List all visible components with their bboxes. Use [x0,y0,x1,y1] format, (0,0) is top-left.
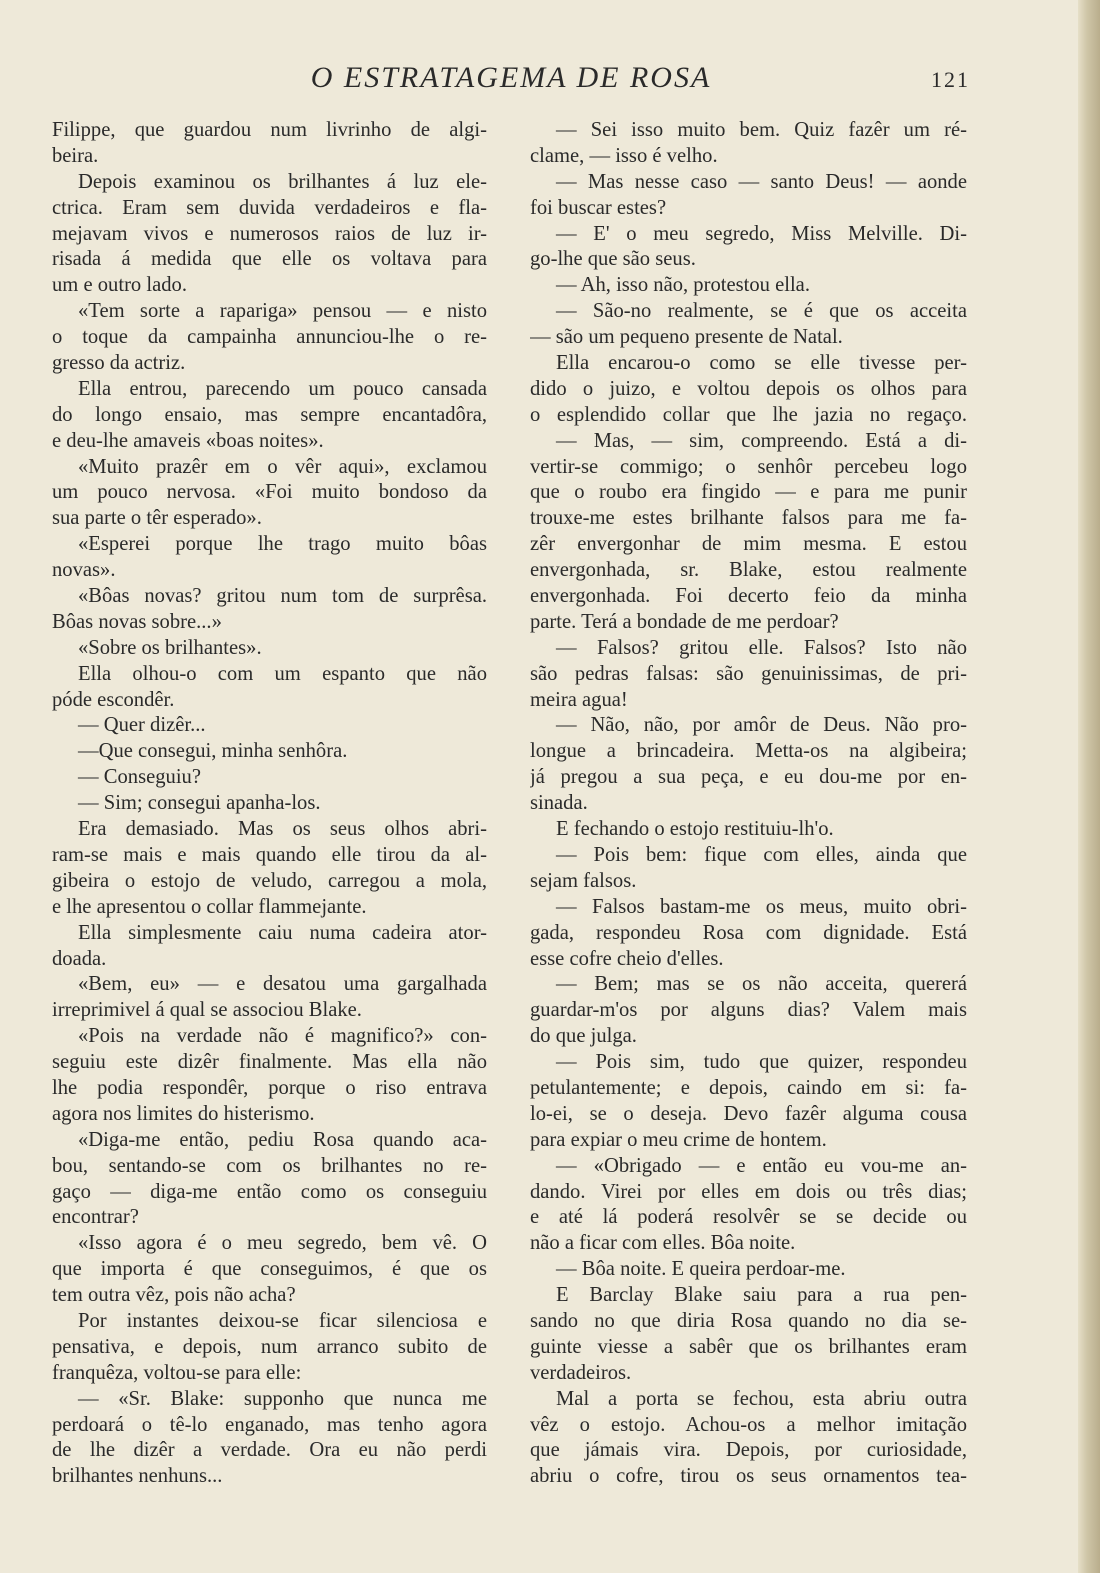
text-line: «Diga-me então, pediu Rosa quando aca- [78,1128,487,1151]
text-line: Era demasiado. Mas os seus olhos abri- [78,818,487,841]
text-line: — Conseguiu? [78,766,201,789]
text-line: dido o juizo, e voltou depois os olhos para [530,377,967,400]
text-line: são pedras falsas: são genuinissimas, de pri- [530,662,967,685]
text-line: pensativa, e depois, num arranco subito de [52,1335,487,1358]
text-line: petulantemente; e depois, caindo em si: fa- [530,1076,967,1099]
text-line: «Bem, eu» — e desatou uma gargalhada [78,973,487,996]
text-line: sando no que diria Rosa quando no dia se- [530,1309,967,1332]
text-line: já pregou a sua peça, e eu dou-me por en- [530,766,967,789]
text-line: para expiar o meu crime de hontem. [530,1128,827,1151]
text-line: foi buscar estes? [530,196,667,219]
text-line: um e outro lado. [52,274,187,297]
text-line: — Ah, isso não, protestou ella. [556,274,810,297]
text-line: agora nos limites do histerismo. [52,1102,315,1125]
text-line: Por instantes deixou-se ficar silenciosa e [78,1309,487,1332]
text-line: um pouco nervosa. «Foi muito bondoso da [52,481,487,504]
text-line: sejam falsos. [530,869,637,892]
text-line: Ella olhou-o com um espanto que não [78,662,487,685]
text-line: — Não, não, por amôr de Deus. Não pro- [556,714,967,737]
text-line: Ella encarou-o como se elle tivesse per- [556,352,967,375]
text-line: gibeira o estojo de veludo, carregou a mola, [52,869,487,892]
text-line: lo-ei, se o deseja. Devo fazêr alguma cousa [530,1102,967,1125]
text-line: sinada. [530,792,588,815]
text-line: go-lhe que são seus. [530,248,696,271]
text-line: «Bôas novas? gritou num tom de surprêsa. [78,585,487,608]
text-line: Ella entrou, parecendo um pouco cansada [78,377,487,400]
text-line: parte. Terá a bondade de me perdoar? [530,610,839,633]
text-line: esse cofre cheio d'elles. [530,947,724,970]
text-line: vêz o estojo. Achou-os a melhor imitação [530,1413,967,1436]
text-line: que jámais vira. Depois, por curiosidade, [530,1439,967,1462]
text-line: «Tem sorte a rapariga» pensou — e nisto [78,300,487,323]
text-line: póde escondêr. [52,688,175,711]
text-line: de lhe dizêr a verdade. Ora eu não perdi [52,1439,487,1462]
text-line: Depois examinou os brilhantes á luz ele- [78,170,487,193]
text-line: tem outra vêz, pois não acha? [52,1284,296,1307]
text-line: E Barclay Blake saiu para a rua pen- [556,1284,967,1307]
text-line: — «Obrigado — e então eu vou-me an- [556,1154,967,1177]
text-line: trouxe-me estes brilhante falsos para me fa- [530,507,967,530]
text-line: —Que consegui, minha senhôra. [78,740,348,763]
text-line: — Bôa noite. E queira perdoar-me. [556,1258,846,1281]
text-line: gada, respondeu Rosa com dignidade. Está [530,921,967,944]
text-line: não a ficar com elles. Bôa noite. [530,1232,796,1255]
page-header [52,58,970,98]
text-line: — Sei isso muito bem. Quiz fazêr um ré- [556,119,967,141]
text-line: ctrica. Eram sem duvida verdadeiros e fla- [52,196,487,219]
text-line: encontrar? [52,1206,139,1229]
text-line: — Quer dizêr... [78,714,206,737]
right-text-column [530,118,967,1490]
text-line: do que julga. [530,1025,637,1048]
text-line: — «Sr. Blake: supponho que nunca me [78,1387,487,1410]
text-line: «Esperei porque lhe trago muito bôas [78,533,487,556]
text-line: seguiu este dizêr finalmente. Mas ella não [52,1051,487,1074]
text-line: «Muito prazêr em o vêr aqui», exclamou [78,455,487,478]
text-line: do longo ensaio, mas sempre encantadôra, [52,403,487,426]
text-line: irreprimivel á qual se associou Blake. [52,999,362,1022]
text-line: verdadeiros. [530,1361,632,1384]
text-line: «Isso agora é o meu segredo, bem vê. O [78,1232,487,1255]
text-line: Ella simplesmente caiu numa cadeira ator- [78,921,487,944]
text-line: envergonhada, sr. Blake, estou realmente [530,559,967,582]
text-line: — Mas nesse caso — santo Deus! — aonde [556,170,967,193]
page-number: 121 [931,67,970,92]
text-line: zêr envergonhar de mim mesma. E estou [530,533,967,556]
text-line: lhe podia respondêr, porque o riso entrava [52,1076,487,1099]
text-line: o toque da campainha annunciou-lhe o re- [52,326,487,349]
text-line: e deu-lhe amaveis «boas noites». [52,429,324,452]
text-line: perdoará o tê-lo enganado, mas tenho agora [52,1413,487,1436]
text-line: beira. [52,144,99,167]
text-line: doada. [52,947,107,970]
text-line: meira agua! [530,688,628,711]
text-line: mejavam vivos e numerosos raios de luz ir- [52,222,487,245]
text-line: — são um pequeno presente de Natal. [530,326,843,349]
text-line: que o roubo era fingido — e para me punir [530,481,967,504]
text-line: «Pois na verdade não é magnifico?» con- [78,1025,487,1048]
left-text-column [52,118,487,1490]
text-line: — Falsos? gritou elle. Falsos? Isto não [556,636,967,659]
text-line: e lhe apresentou o collar flammejante. [52,895,367,918]
text-line: clame, — isso é velho. [530,144,718,167]
text-line: Mal a porta se fechou, esta abriu outra [556,1387,967,1410]
text-line: e até lá poderá resolvêr se se decide ou [530,1206,967,1229]
text-line: dando. Virei por elles em dois ou três dias; [530,1180,967,1203]
text-line: ram-se mais e mais quando elle tirou da al- [52,843,487,866]
text-line: «Sobre os brilhantes». [78,636,262,659]
text-line: — Falsos bastam-me os meus, muito obri- [556,895,967,918]
text-line: risada á medida que elle os voltava para [52,248,487,271]
text-line: — Bem; mas se os não acceita, quererá [556,973,967,996]
text-line: guardar-m'os por alguns dias? Valem mais [530,999,967,1022]
text-line: envergonhada. Foi decerto feio da minha [530,585,967,608]
text-line: gresso da actriz. [52,352,186,375]
text-line: E fechando o estojo restituiu-lh'o. [556,818,834,841]
page-edge [1078,0,1100,1573]
text-line: — Mas, — sim, compreendo. Está a di- [556,429,967,452]
text-line: brilhantes nenhuns... [52,1465,223,1488]
text-line: o esplendido collar que lhe jazia no regaço. [530,403,967,426]
text-line: longue a brincadeira. Metta-os na algibeira; [530,740,967,763]
text-line: Bôas novas sobre...» [52,610,222,633]
text-line: novas». [52,559,116,582]
text-line: guinte viesse a sabêr que os brilhantes eram [530,1335,967,1358]
text-line: que importa é que conseguimos, é que os [52,1258,487,1281]
text-line: — Pois sim, tudo que quizer, respondeu [556,1051,967,1074]
text-line: — São-no realmente, se é que os acceita [556,300,967,323]
text-line: Filippe, que guardou num livrinho de algi- [52,119,487,141]
text-line: abriu o cofre, tirou os seus ornamentos tea- [530,1465,967,1488]
text-line: — Pois bem: fique com elles, ainda que [556,843,967,866]
running-title: O ESTRATAGEMA DE ROSA [310,61,712,94]
text-line: vertir-se commigo; o senhôr percebeu logo [530,455,967,478]
text-line: franquêza, voltou-se para elle: [52,1361,302,1384]
text-line: sua parte o têr esperado». [52,507,262,530]
text-line: gaço — diga-me então como os conseguiu [52,1180,487,1203]
text-line: bou, sentando-se com os brilhantes no re- [52,1154,487,1177]
text-line: — E' o meu segredo, Miss Melville. Di- [556,222,967,245]
text-line: — Sim; consegui apanha-los. [78,792,321,815]
